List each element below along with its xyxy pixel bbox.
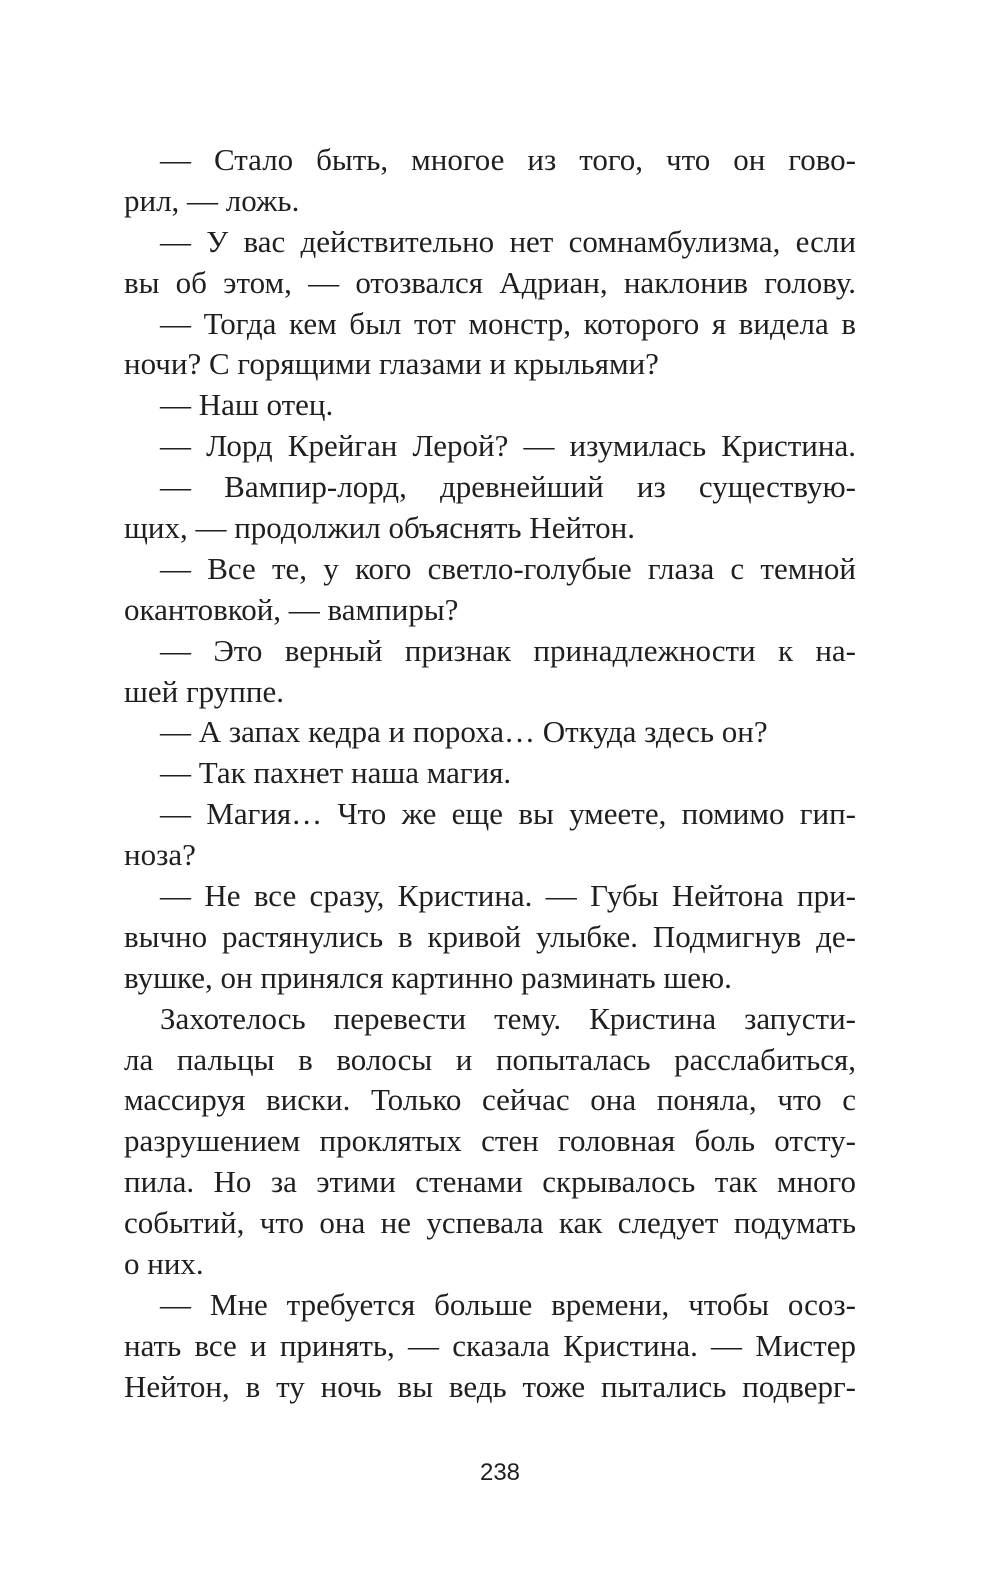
text-line: — Все те, у кого светло-голубые глаза с темной — [160, 550, 856, 586]
text-line: разрушением проклятых стен головная боль отсту- — [124, 1123, 856, 1159]
text-line: — Магия… Что же еще вы умеете, помимо гип- — [160, 796, 856, 832]
page-number: 238 — [479, 1459, 521, 1486]
text-line: — Тогда кем был тот монстр, которого я видела в — [160, 305, 856, 341]
text-line: нать все и принять, — сказала Кристина. — Мистер — [124, 1327, 856, 1363]
text-line: — Так пахнет наша магия. — [160, 755, 512, 791]
text-line: окантовкой, — вампиры? — [124, 591, 459, 627]
text-line: вы об этом, — отозвался Адриан, наклонив голову. — [124, 264, 856, 300]
text-line: — Лорд Крейган Лерой? — изумилась Кристина. — [160, 428, 856, 464]
text-line: — Мне требуется больше времени, чтобы осоз- — [160, 1286, 856, 1322]
text-line: щих, — продолжил объяснять Нейтон. — [124, 510, 636, 546]
text-line: — У вас действительно нет сомнамбулизма, если — [160, 223, 856, 259]
text-line: — А запах кедра и пороха… Откуда здесь он? — [160, 714, 768, 750]
text-line: шей группе. — [124, 673, 284, 709]
text-line: о них. — [124, 1246, 204, 1282]
text-line: массируя виски. Только сейчас она поняла, что с — [124, 1082, 856, 1118]
text-line: — Наш отец. — [160, 387, 334, 423]
text-line: пила. Но за этими стенами скрывалось так много — [124, 1164, 856, 1200]
text-line: ночи? С горящими глазами и крыльями? — [124, 346, 659, 382]
text-line: Нейтон, в ту ночь вы ведь тоже пытались подверг- — [124, 1368, 856, 1404]
text-line: — Вампир-лорд, древнейший из существую- — [160, 469, 856, 505]
text-line: Захотелось перевести тему. Кристина запусти- — [160, 1000, 856, 1036]
text-line: событий, что она не успевала как следует подумать — [124, 1205, 856, 1241]
text-line: рил, — ложь. — [124, 182, 300, 218]
text-line: — Это верный признак принадлежности к на- — [160, 632, 856, 668]
body-text — [124, 140, 856, 1408]
text-line: — Не все сразу, Кристина. — Губы Нейтона при- — [160, 878, 856, 914]
text-line: вушке, он принялся картинно разминать шею. — [124, 959, 732, 995]
text-line: ноза? — [124, 837, 196, 873]
text-line: вычно растянулись в кривой улыбке. Подмигнув де- — [124, 918, 856, 954]
text-line: ла пальцы в волосы и попыталась расслабиться, — [124, 1041, 856, 1077]
text-line: — Стало быть, многое из того, что он гово- — [160, 142, 856, 177]
